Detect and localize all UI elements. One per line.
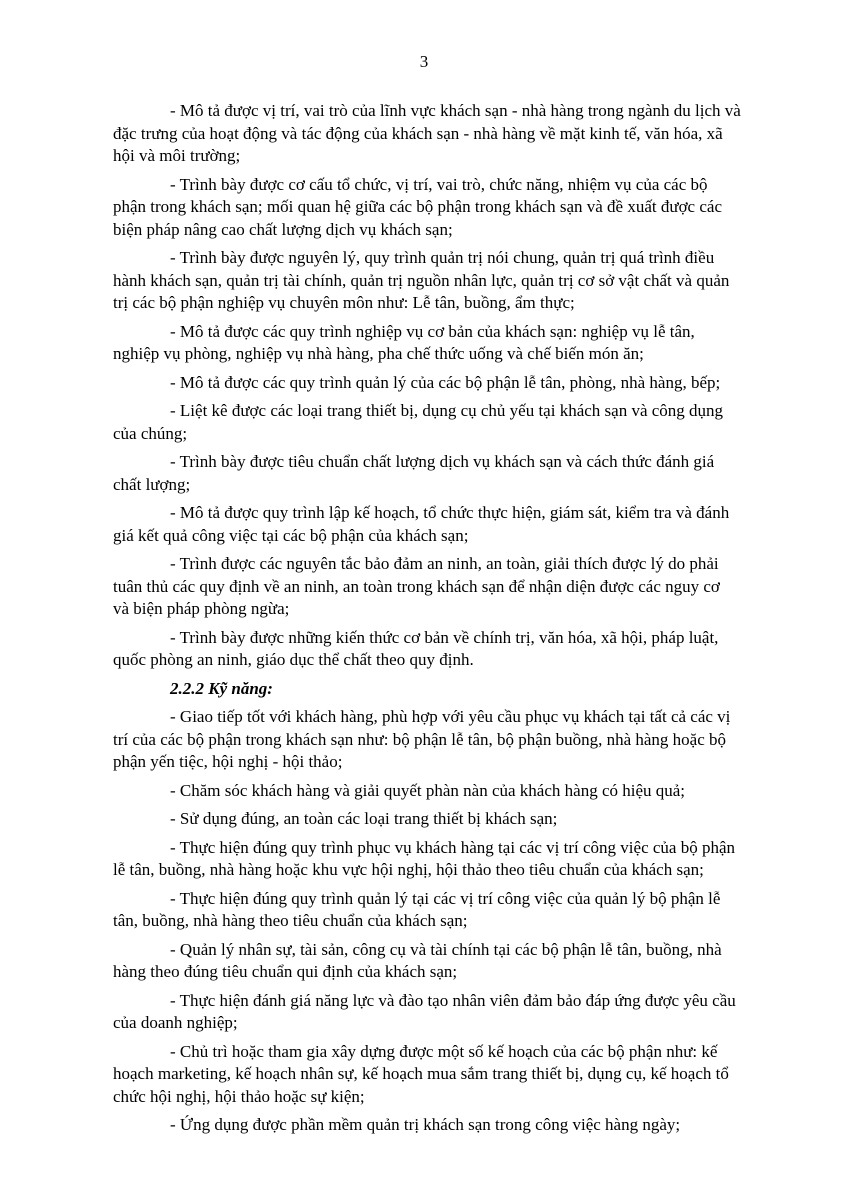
section-heading-skills: 2.2.2 Kỹ năng:: [170, 678, 273, 698]
knowledge-item: - Trình bày được những kiến thức cơ bản về chính trị, văn hóa, xã hội, pháp luật, quốc phòng an ninh, giáo dục thể chất theo quy định.: [113, 627, 719, 669]
knowledge-item: - Trình bày được cơ cấu tổ chức, vị trí, vai trò, chức năng, nhiệm vụ của các bộ phận trong khách sạn; mối quan hệ giữa các bộ phận trong khách sạn và đề xuất được các biện pháp nâng cao chất lượng dịch vụ khách sạn;: [113, 174, 722, 239]
skill-item: - Thực hiện đánh giá năng lực và đào tạo nhân viên đảm bảo đáp ứng được yêu cầu của doanh nghiệp;: [113, 990, 736, 1032]
knowledge-item: - Trình được các nguyên tắc bảo đảm an ninh, an toàn, giải thích được lý do phải tuân thủ các quy định về an ninh, an toàn trong khách sạn để nhận diện được các nguy cơ và biện pháp phòng ngừa;: [113, 554, 720, 618]
knowledge-item: - Trình bày được nguyên lý, quy trình quản trị nói chung, quản trị quá trình điều hành khách sạn, quản trị tài chính, quản trị nguồn nhân lực, quản trị cơ sở vật chất và quản trị các bộ phận nghiệp vụ chuyên môn như: Lễ tân, buồng, ẩm thực;: [113, 248, 730, 312]
skill-item: - Ứng dụng được phần mềm quản trị khách sạn trong công việc hàng ngày;: [170, 1115, 681, 1134]
skill-item: - Thực hiện đúng quy trình phục vụ khách hàng tại các vị trí công việc của bộ phận lễ tân, buồng, nhà hàng hoặc khu vực hội nghị, hội thảo theo tiêu chuẩn của khách sạn;: [113, 837, 736, 879]
page-number: 3: [419, 52, 429, 71]
skill-item: - Quản lý nhân sự, tài sản, công cụ và tài chính tại các bộ phận lễ tân, buồng, nhà hàng theo đúng tiêu chuẩn qui định của khách sạn;: [113, 939, 722, 981]
knowledge-item: - Mô tả được vị trí, vai trò của lĩnh vực khách sạn - nhà hàng trong ngành du lịch và đặc trưng của hoạt động và tác động của khách sạn - nhà hàng về mặt kinh tế, văn hóa, xã hội và môi trường;: [113, 101, 741, 165]
knowledge-item: - Mô tả được các quy trình quản lý của các bộ phận lễ tân, phòng, nhà hàng, bếp;: [170, 372, 721, 392]
skill-item: - Chủ trì hoặc tham gia xây dựng được một số kế hoạch của các bộ phận như: kế hoạch marketing, kế hoạch nhân sự, kế hoạch mua sắm trang thiết bị, dụng cụ, kế hoạch tổ chức hội nghị, hội thảo hoặc sự kiện;: [113, 1041, 729, 1106]
knowledge-item: - Trình bày được tiêu chuẩn chất lượng dịch vụ khách sạn và cách thức đánh giá chất lượng;: [113, 452, 715, 494]
knowledge-item: - Liệt kê được các loại trang thiết bị, dụng cụ chủ yếu tại khách sạn và công dụng của chúng;: [113, 401, 724, 443]
knowledge-item: - Mô tả được quy trình lập kế hoạch, tổ chức thực hiện, giám sát, kiểm tra và đánh giá kết quả công việc tại các bộ phận của khách sạn;: [113, 503, 730, 545]
skill-item: - Sử dụng đúng, an toàn các loại trang thiết bị khách sạn;: [170, 809, 558, 828]
document-body: [113, 100, 797, 1143]
skill-item: - Giao tiếp tốt với khách hàng, phù hợp với yêu cầu phục vụ khách tại tất cả các vị trí của các bộ phận trong khách sạn như: bộ phận lễ tân, bộ phận buồng, nhà hàng hoặc bộ phận yến tiệc, hội nghị - hội thảo;: [113, 707, 731, 771]
knowledge-item: - Mô tả được các quy trình nghiệp vụ cơ bản của khách sạn: nghiệp vụ lễ tân, nghiệp vụ phòng, nghiệp vụ nhà hàng, pha chế thức uống và chế biến món ăn;: [113, 321, 695, 363]
skill-item: - Thực hiện đúng quy trình quản lý tại các vị trí công việc của quản lý bộ phận lễ tân, buồng, nhà hàng theo tiêu chuẩn của khách sạn;: [113, 888, 721, 930]
skill-item: - Chăm sóc khách hàng và giải quyết phàn nàn của khách hàng có hiệu quả;: [170, 780, 686, 800]
